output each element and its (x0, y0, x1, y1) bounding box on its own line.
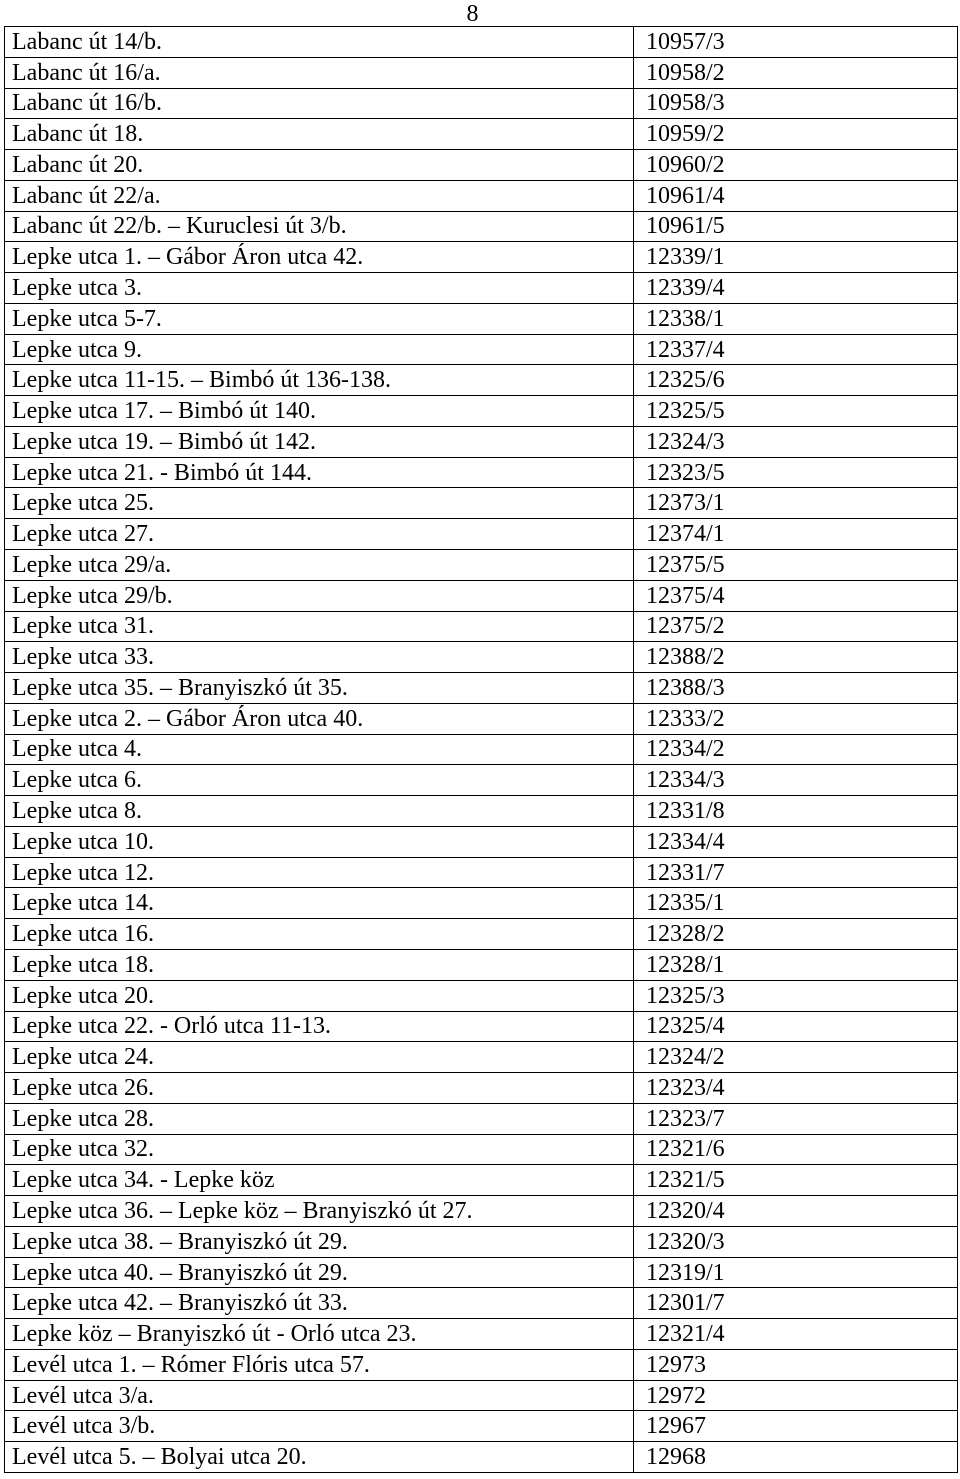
lot-number-cell: 12339/4 (634, 273, 958, 304)
lot-number-cell: 12331/7 (634, 857, 958, 888)
table-row (5, 826, 958, 857)
table-row (5, 734, 958, 765)
lot-number-cell: 12320/3 (634, 1226, 958, 1257)
address-cell: Lepke utca 24. (5, 1042, 634, 1073)
address-cell: Lepke utca 29/a. (5, 550, 634, 581)
lot-number-cell: 12319/1 (634, 1257, 958, 1288)
table-row (5, 334, 958, 365)
table-row (5, 1442, 958, 1473)
lot-number-cell: 12375/2 (634, 611, 958, 642)
address-cell: Labanc út 16/b. (5, 88, 634, 119)
table-row (5, 150, 958, 181)
address-cell: Lepke utca 12. (5, 857, 634, 888)
lot-number-cell: 12334/2 (634, 734, 958, 765)
address-cell: Lepke utca 9. (5, 334, 634, 365)
table-row (5, 949, 958, 980)
lot-number-cell: 12325/3 (634, 980, 958, 1011)
table-row (5, 980, 958, 1011)
table-row (5, 703, 958, 734)
lot-number-cell: 12324/3 (634, 426, 958, 457)
table-row (5, 673, 958, 704)
table-row (5, 796, 958, 827)
address-cell: Lepke utca 4. (5, 734, 634, 765)
table-row (5, 88, 958, 119)
address-cell: Lepke utca 5-7. (5, 303, 634, 334)
address-cell: Labanc út 22/a. (5, 180, 634, 211)
address-cell: Lepke utca 22. - Orló utca 11-13. (5, 1011, 634, 1042)
lot-number-cell: 10957/3 (634, 27, 958, 58)
lot-number-cell: 12301/7 (634, 1288, 958, 1319)
table-row (5, 1134, 958, 1165)
lot-number-cell: 12320/4 (634, 1196, 958, 1227)
table-row (5, 888, 958, 919)
address-cell: Lepke utca 18. (5, 949, 634, 980)
lot-number-cell: 12338/1 (634, 303, 958, 334)
address-cell: Labanc út 22/b. – Kuruclesi út 3/b. (5, 211, 634, 242)
address-cell: Lepke utca 32. (5, 1134, 634, 1165)
table-row (5, 550, 958, 581)
table-row (5, 1103, 958, 1134)
address-cell: Lepke utca 10. (5, 826, 634, 857)
lot-number-cell: 12337/4 (634, 334, 958, 365)
lot-number-cell: 10960/2 (634, 150, 958, 181)
table-row (5, 642, 958, 673)
table-row (5, 1165, 958, 1196)
address-lot-table-container (4, 26, 958, 1473)
table-row (5, 580, 958, 611)
page-number: 8 (466, 1, 479, 27)
table-row (5, 242, 958, 273)
address-cell: Lepke utca 17. – Bimbó út 140. (5, 396, 634, 427)
table-row (5, 1349, 958, 1380)
address-cell: Labanc út 14/b. (5, 27, 634, 58)
lot-number-cell: 12374/1 (634, 519, 958, 550)
address-cell: Lepke utca 25. (5, 488, 634, 519)
table-row (5, 1196, 958, 1227)
table-row (5, 1380, 958, 1411)
table-row (5, 303, 958, 334)
address-cell: Lepke utca 8. (5, 796, 634, 827)
lot-number-cell: 12967 (634, 1411, 958, 1442)
table-row (5, 1226, 958, 1257)
address-cell: Levél utca 3/b. (5, 1411, 634, 1442)
address-cell: Lepke utca 1. – Gábor Áron utca 42. (5, 242, 634, 273)
table-row (5, 365, 958, 396)
table-row (5, 1411, 958, 1442)
lot-number-cell: 12373/1 (634, 488, 958, 519)
table-row (5, 180, 958, 211)
address-cell: Lepke utca 26. (5, 1073, 634, 1104)
address-cell: Lepke utca 36. – Lepke köz – Branyiszkó út 27. (5, 1196, 634, 1227)
lot-number-cell: 12972 (634, 1380, 958, 1411)
table-row (5, 211, 958, 242)
address-cell: Labanc út 20. (5, 150, 634, 181)
address-cell: Labanc út 18. (5, 119, 634, 150)
address-cell: Lepke utca 20. (5, 980, 634, 1011)
lot-number-cell: 12321/5 (634, 1165, 958, 1196)
address-cell: Lepke utca 27. (5, 519, 634, 550)
address-cell: Lepke utca 34. - Lepke köz (5, 1165, 634, 1196)
lot-number-cell: 12323/5 (634, 457, 958, 488)
address-cell: Lepke utca 21. - Bimbó út 144. (5, 457, 634, 488)
lot-number-cell: 12375/4 (634, 580, 958, 611)
lot-number-cell: 12968 (634, 1442, 958, 1473)
table-row (5, 27, 958, 58)
table-row (5, 519, 958, 550)
table-row (5, 1319, 958, 1350)
lot-number-cell: 12325/6 (634, 365, 958, 396)
address-cell: Lepke köz – Branyiszkó út - Orló utca 23. (5, 1319, 634, 1350)
table-row (5, 1073, 958, 1104)
address-cell: Lepke utca 40. – Branyiszkó út 29. (5, 1257, 634, 1288)
table-row (5, 273, 958, 304)
table-row (5, 1288, 958, 1319)
lot-number-cell: 12321/4 (634, 1319, 958, 1350)
address-cell: Lepke utca 2. – Gábor Áron utca 40. (5, 703, 634, 734)
lot-number-cell: 12339/1 (634, 242, 958, 273)
lot-number-cell: 12334/4 (634, 826, 958, 857)
lot-number-cell: 10961/4 (634, 180, 958, 211)
table-row (5, 1011, 958, 1042)
lot-number-cell: 10958/2 (634, 57, 958, 88)
address-cell: Labanc út 16/a. (5, 57, 634, 88)
address-cell: Lepke utca 28. (5, 1103, 634, 1134)
lot-number-cell: 12325/5 (634, 396, 958, 427)
lot-number-cell: 12333/2 (634, 703, 958, 734)
address-cell: Lepke utca 38. – Branyiszkó út 29. (5, 1226, 634, 1257)
table-row (5, 119, 958, 150)
address-cell: Lepke utca 35. – Branyiszkó út 35. (5, 673, 634, 704)
lot-number-cell: 12321/6 (634, 1134, 958, 1165)
address-cell: Lepke utca 6. (5, 765, 634, 796)
table-row (5, 426, 958, 457)
lot-number-cell: 12325/4 (634, 1011, 958, 1042)
address-cell: Lepke utca 16. (5, 919, 634, 950)
lot-number-cell: 12328/1 (634, 949, 958, 980)
address-cell: Lepke utca 29/b. (5, 580, 634, 611)
lot-number-cell: 12388/2 (634, 642, 958, 673)
lot-number-cell: 12973 (634, 1349, 958, 1380)
table-row (5, 765, 958, 796)
lot-number-cell: 12324/2 (634, 1042, 958, 1073)
address-cell: Lepke utca 3. (5, 273, 634, 304)
table-row (5, 1257, 958, 1288)
address-lot-table (4, 26, 958, 1473)
lot-number-cell: 12331/8 (634, 796, 958, 827)
address-cell: Levél utca 3/a. (5, 1380, 634, 1411)
table-row (5, 396, 958, 427)
table-row (5, 857, 958, 888)
address-cell: Levél utca 5. – Bolyai utca 20. (5, 1442, 634, 1473)
lot-number-cell: 12375/5 (634, 550, 958, 581)
address-cell: Levél utca 1. – Rómer Flóris utca 57. (5, 1349, 634, 1380)
table-row (5, 488, 958, 519)
lot-number-cell: 12334/3 (634, 765, 958, 796)
lot-number-cell: 10961/5 (634, 211, 958, 242)
table-row (5, 1042, 958, 1073)
table-row (5, 611, 958, 642)
table-row (5, 457, 958, 488)
address-cell: Lepke utca 42. – Branyiszkó út 33. (5, 1288, 634, 1319)
table-row (5, 57, 958, 88)
address-cell: Lepke utca 19. – Bimbó út 142. (5, 426, 634, 457)
lot-number-cell: 12388/3 (634, 673, 958, 704)
address-cell: Lepke utca 31. (5, 611, 634, 642)
table-row (5, 919, 958, 950)
lot-number-cell: 12335/1 (634, 888, 958, 919)
address-cell: Lepke utca 11-15. – Bimbó út 136-138. (5, 365, 634, 396)
table-body (5, 27, 958, 1473)
lot-number-cell: 12323/7 (634, 1103, 958, 1134)
address-cell: Lepke utca 33. (5, 642, 634, 673)
lot-number-cell: 12328/2 (634, 919, 958, 950)
lot-number-cell: 10959/2 (634, 119, 958, 150)
lot-number-cell: 10958/3 (634, 88, 958, 119)
lot-number-cell: 12323/4 (634, 1073, 958, 1104)
address-cell: Lepke utca 14. (5, 888, 634, 919)
